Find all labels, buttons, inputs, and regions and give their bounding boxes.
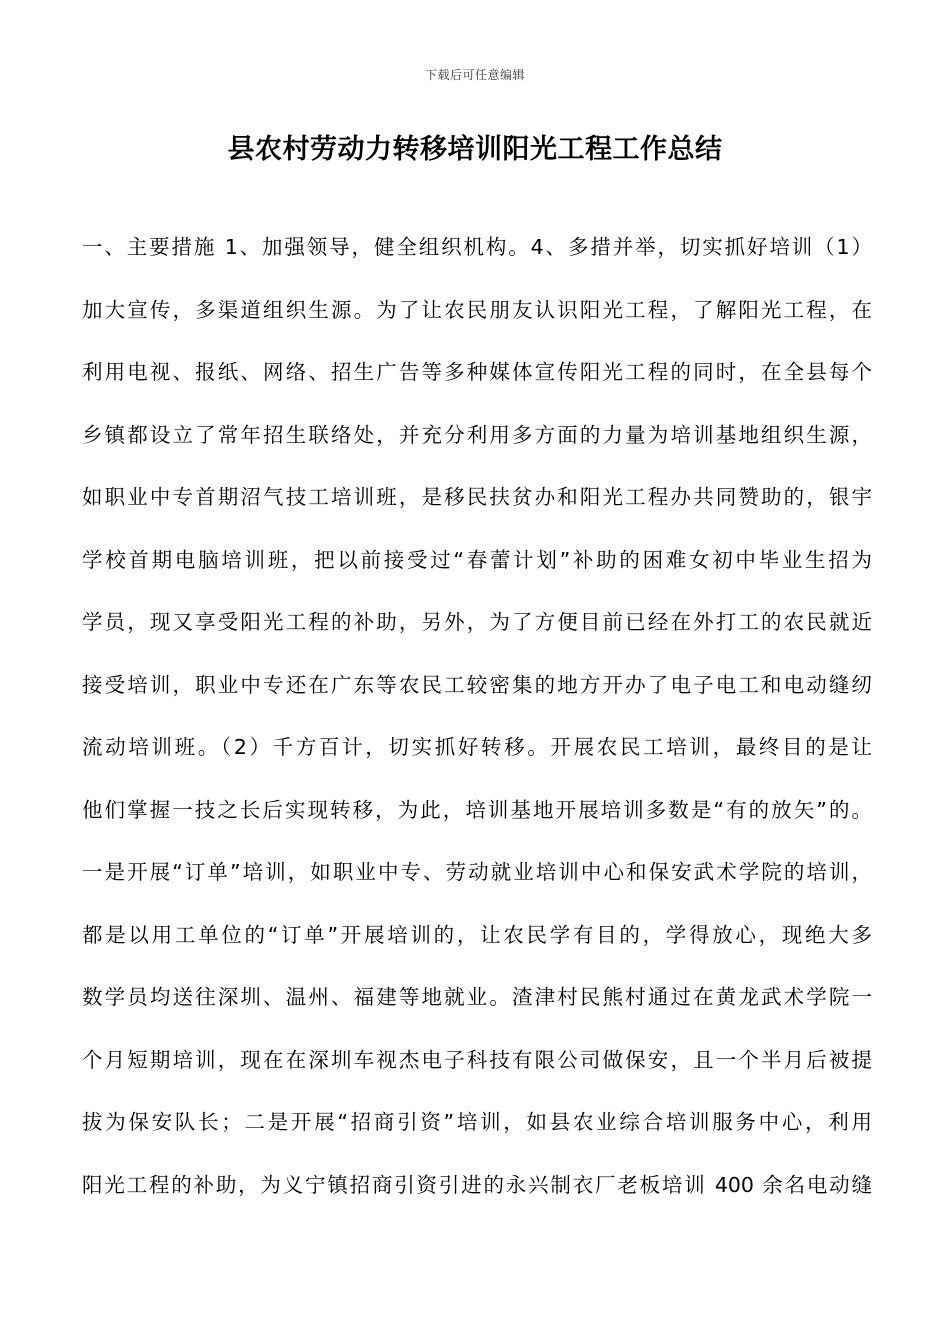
body-line: 利用电视、报纸、网络、招生广告等多种媒体宣传阳光工程的同时，在全县每个 [82,360,872,384]
document-title: 县农村劳动力转移培训阳光工程工作总结 [227,134,723,165]
body-line: 学员，现又享受阳光工程的补助，另外，为了方便目前已经在外打工的农民就近 [82,610,872,634]
body-line: 都是以用工单位的“订单”开展培训的，让农民学有目的，学得放心，现绝大多 [82,922,872,947]
document-body [82,216,872,1216]
body-line: 乡镇都设立了常年招生联络处，并充分利用多方面的力量为培训基地组织生源， [82,422,872,447]
body-line: 如职业中专首期沼气技工培训班，是移民扶贫办和阳光工程办共同赞助的，银宇 [82,485,872,509]
body-line: 个月短期培训，现在在深圳车视杰电子科技有限公司做保安，且一个半月后被提 [82,1047,872,1072]
body-line: 一是开展“订单”培训，如职业中专、劳动就业培训中心和保安武术学院的培训， [82,860,872,884]
body-line: 加大宣传，多渠道组织生源。为了让农民朋友认识阳光工程，了解阳光工程，在 [82,297,872,322]
body-line: 他们掌握一技之长后实现转移，为此，培训基地开展培训多数是“有的放矢”的。 [82,797,872,822]
body-line: 接受培训，职业中专还在广东等农民工较密集的地方开办了电子电工和电动缝纫 [82,672,872,697]
body-line: 拔为保安队长；二是开展“招商引资”培训，如县农业综合培训服务中心，利用 [82,1110,872,1134]
body-line: 数学员均送往深圳、温州、福建等地就业。渣津村民熊村通过在黄龙武术学院一 [82,985,872,1009]
body-line: 一、主要措施 1、加强领导，健全组织机构。4、多措并举，切实抓好培训（1） [82,235,872,259]
body-line: 阳光工程的补助，为义宁镇招商引资引进的永兴制衣厂老板培训 400 余名电动缝 [82,1172,872,1197]
body-line: 流动培训班。（2）千方百计，切实抓好转移。开展农民工培训，最终目的是让 [82,735,872,759]
body-line: 学校首期电脑培训班，把以前接受过“春蕾计划”补助的困难女初中毕业生招为 [82,547,872,572]
header-note: 下载后可任意编辑 [424,68,525,82]
